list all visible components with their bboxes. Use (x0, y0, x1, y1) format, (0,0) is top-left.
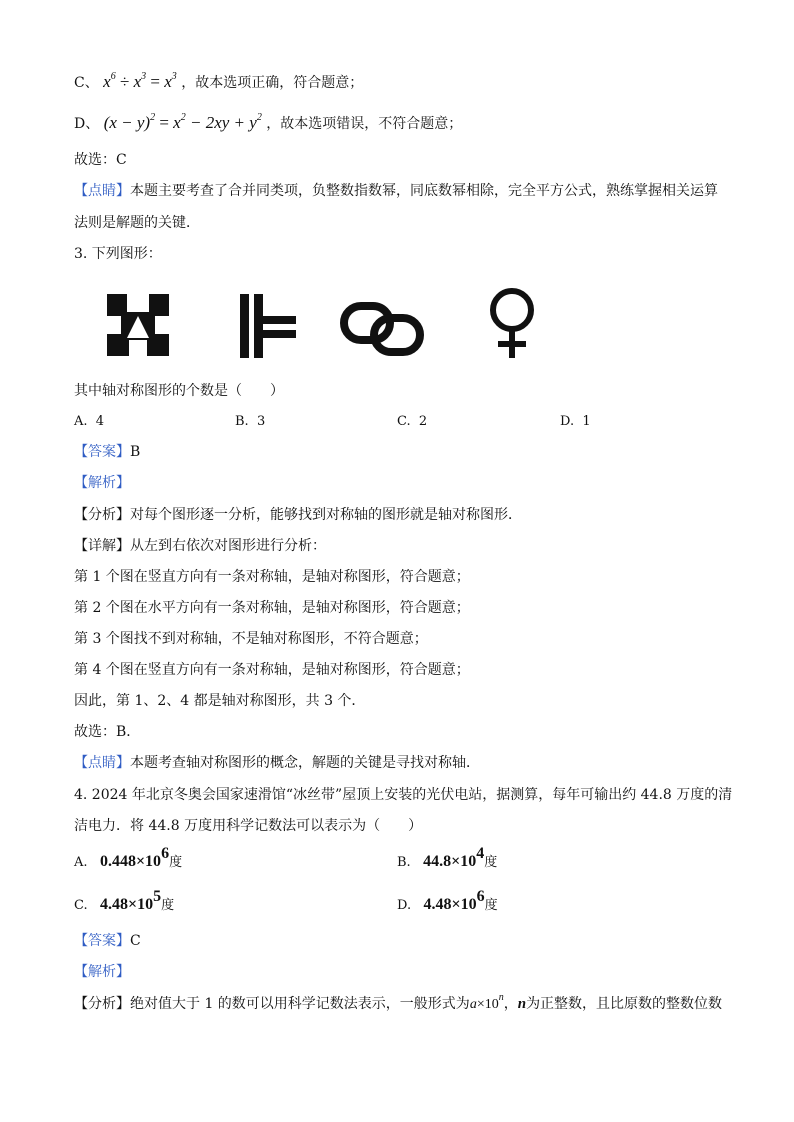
comment-2-line-2: 法则是解题的关键． (74, 215, 200, 231)
question-4-line-1: 4. 2024 年北京冬奥会国家速滑馆“冰丝带”屋顶上安装的光伏电站，据测算，每年可输出约 44.8 万度的清 (74, 787, 733, 803)
figure-4-female-symbol (486, 288, 538, 360)
q4-option-b[interactable]: B. $44.8\times 10^4$度 (397, 845, 498, 870)
answer-2: 故选：C (74, 152, 127, 168)
q3-detail-2: 第 2 个图在水平方向有一条对称轴，是轴对称图形，符合题意； (74, 600, 470, 616)
q3-detail-1: 第 1 个图在竖直方向有一条对称轴，是轴对称图形，符合题意； (74, 569, 470, 585)
option-c-label: C、 (74, 75, 99, 91)
q3-fenxi: 【分析】对每个图形逐一分析，能够找到对称轴的图形就是轴对称图形． (74, 507, 522, 523)
option-d-formula: $(x - y)^2 = x^2 - 2xy + y^2$ (103, 112, 262, 132)
q3-conclusion: 故选：B． (74, 724, 141, 740)
option-c-text: ，故本选项正确，符合题意； (181, 75, 364, 91)
q3-detail-4: 第 4 个图在竖直方向有一条对称轴，是轴对称图形，符合题意； (74, 662, 470, 678)
q4-option-a[interactable]: A. $0.448\times 10^6$度 (74, 845, 183, 870)
q3-option-d[interactable]: D. 1 (560, 414, 591, 429)
q3-answer: 【答案】B (74, 444, 141, 460)
q3-option-a[interactable]: A. 4 (74, 414, 105, 429)
q4-fenxi: 【分析】绝对值大于 1 的数可以用科学记数法表示，一般形式为$a\times 10^n$，n为正整数，且比原数的整数位数 (74, 992, 723, 1012)
figure-1-checker-shape (107, 294, 169, 356)
option-c-line (74, 72, 363, 93)
q4-option-c[interactable]: C. $4.48\times 10^5$度 (74, 888, 175, 913)
q3-analysis-tag: 【解析】 (74, 475, 130, 491)
q3-option-c[interactable]: C. 2 (397, 414, 428, 429)
q4-analysis-tag: 【解析】 (74, 964, 130, 980)
figure-2-bracket-shape (240, 294, 296, 358)
question-3-ask: 其中轴对称图形的个数是（ ） (74, 383, 284, 399)
question-4-line-2: 洁电力．将 44.8 万度用科学记数法可以表示为（ ） (74, 818, 423, 834)
q4-option-d[interactable]: D. $4.48\times 10^6$度 (397, 888, 498, 913)
q3-detail-3: 第 3 个图找不到对称轴，不是轴对称图形，不符合题意； (74, 631, 428, 647)
option-d-text: ，故本选项错误，不符合题意； (266, 116, 463, 132)
q3-option-b[interactable]: B. 3 (235, 414, 266, 429)
option-c-formula: $x^6 \div x^3 = x^3$ (103, 71, 177, 91)
option-d-line (74, 113, 462, 134)
q3-detail-5: 因此，第 1、2、4 都是轴对称图形，共 3 个． (74, 693, 366, 709)
comment-tag: 【点睛】 (74, 183, 130, 199)
comment-2-line-1: 【点睛】本题主要考查了合并同类项，负整数指数幂，同底数幂相除，完全平方公式，熟练掌握相关运算 (74, 183, 718, 199)
q3-comment: 【点睛】本题考查轴对称图形的概念，解题的关键是寻找对称轴． (74, 755, 480, 771)
option-d-label: D、 (74, 116, 100, 132)
q4-answer: 【答案】C (74, 933, 141, 949)
question-3-stem: 3. 下列图形： (74, 246, 162, 262)
figure-3-chain-links (340, 300, 426, 358)
q3-detail: 【详解】从左到右依次对图形进行分析： (74, 538, 326, 554)
